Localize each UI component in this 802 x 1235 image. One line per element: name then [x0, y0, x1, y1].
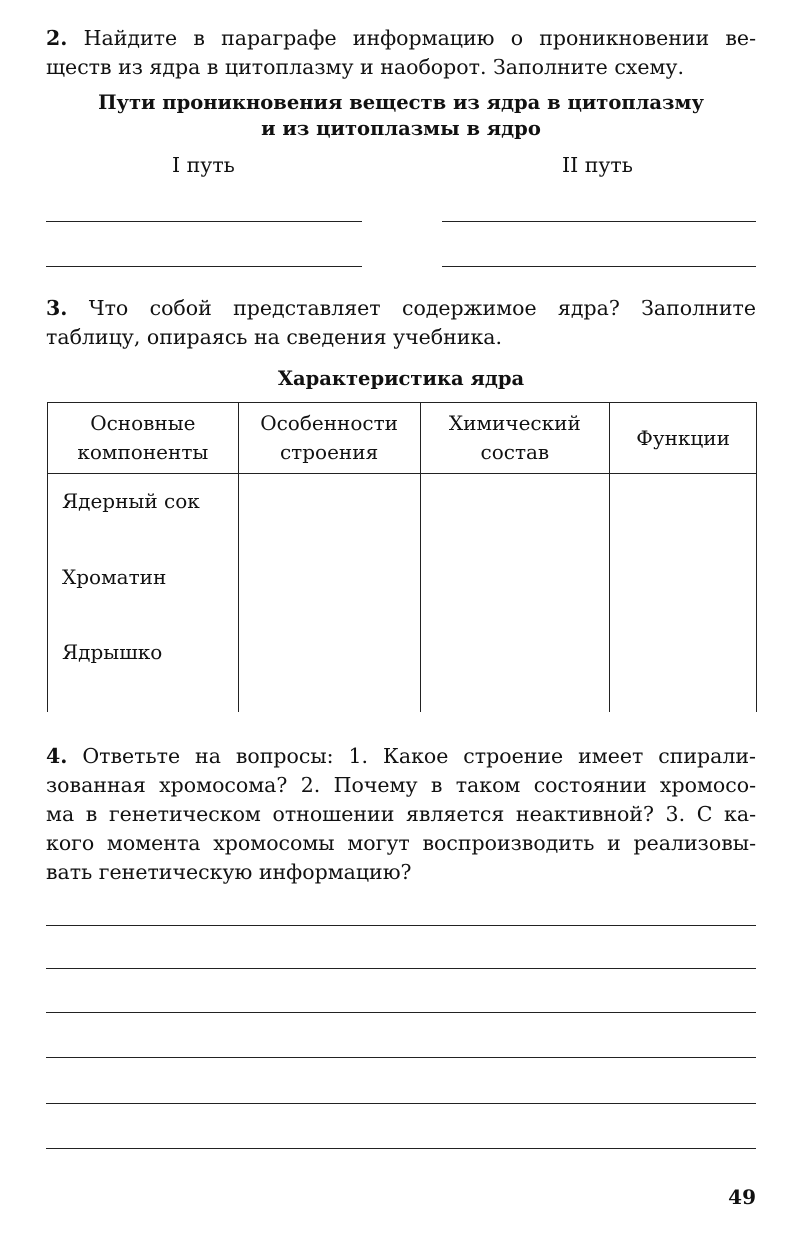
task-2-number: 2.	[46, 26, 68, 50]
task-2-line-1: Найдите в параграфе информацию о проникновении ве-	[83, 26, 756, 50]
path-1-answer-line[interactable]	[46, 221, 362, 222]
header-functions: Функции	[610, 403, 757, 474]
task-4-line-1: Ответьте на вопросы: 1. Какое строение имеет спирали-	[82, 744, 756, 768]
answer-line[interactable]	[46, 1148, 756, 1149]
header-components: Основные компоненты	[48, 403, 239, 474]
table-title: Характеристика ядра	[277, 367, 525, 390]
functions-cell[interactable]	[610, 474, 757, 713]
table-body-row	[48, 474, 757, 713]
row-label-nuclear-sap: Ядерный сок	[62, 489, 200, 513]
chemical-cell[interactable]	[420, 474, 610, 713]
nucleus-table	[47, 402, 757, 712]
answer-line[interactable]	[46, 1012, 756, 1013]
header-structure: Особенности строения	[238, 403, 420, 474]
scheme-title	[46, 90, 756, 142]
path-1-answer-line[interactable]	[46, 266, 362, 267]
page-number: 49	[728, 1185, 756, 1209]
answer-line[interactable]	[46, 968, 756, 969]
structure-cell[interactable]	[238, 474, 420, 713]
answer-line[interactable]	[46, 1103, 756, 1104]
row-label-nucleolus: Ядрышко	[62, 640, 163, 664]
task-3-line-1: Что собой представляет содержимое ядра? Заполните	[88, 296, 756, 320]
task-2-text	[46, 24, 756, 82]
task-4-line-3: ма в генетическом отношении является неактивной? 3. С ка-	[46, 802, 756, 826]
path-1-label: I путь	[172, 153, 235, 177]
task-4-line-4: кого момента хромосомы могут воспроизводить и реализовы-	[46, 831, 756, 855]
path-2-label: II путь	[562, 153, 633, 177]
header-chemical: Химический состав	[420, 403, 610, 474]
task-4-number: 4.	[46, 744, 68, 768]
scheme-title-line-2: и из цитоплазмы в ядро	[261, 117, 541, 140]
task-4-line-5: вать генетическую информацию?	[46, 860, 412, 884]
task-3-text	[46, 294, 756, 352]
task-2-line-2: ществ из ядра в цитоплазму и наоборот. Заполните схему.	[46, 55, 685, 79]
task-3-line-2: таблицу, опираясь на сведения учебника.	[46, 325, 503, 349]
row-label-chromatin: Хроматин	[62, 565, 167, 589]
task-3-number: 3.	[46, 296, 68, 320]
scheme-title-line-1: Пути проникновения веществ из ядра в цитоплазму	[98, 91, 704, 114]
path-2-answer-line[interactable]	[442, 221, 756, 222]
components-cell	[48, 474, 239, 713]
answer-line[interactable]	[46, 925, 756, 926]
task-4-line-2: зованная хромосома? 2. Почему в таком состоянии хромосо-	[46, 773, 756, 797]
answer-line[interactable]	[46, 1057, 756, 1058]
table-header-row	[48, 403, 757, 474]
task-4-text	[46, 742, 756, 887]
path-2-answer-line[interactable]	[442, 266, 756, 267]
